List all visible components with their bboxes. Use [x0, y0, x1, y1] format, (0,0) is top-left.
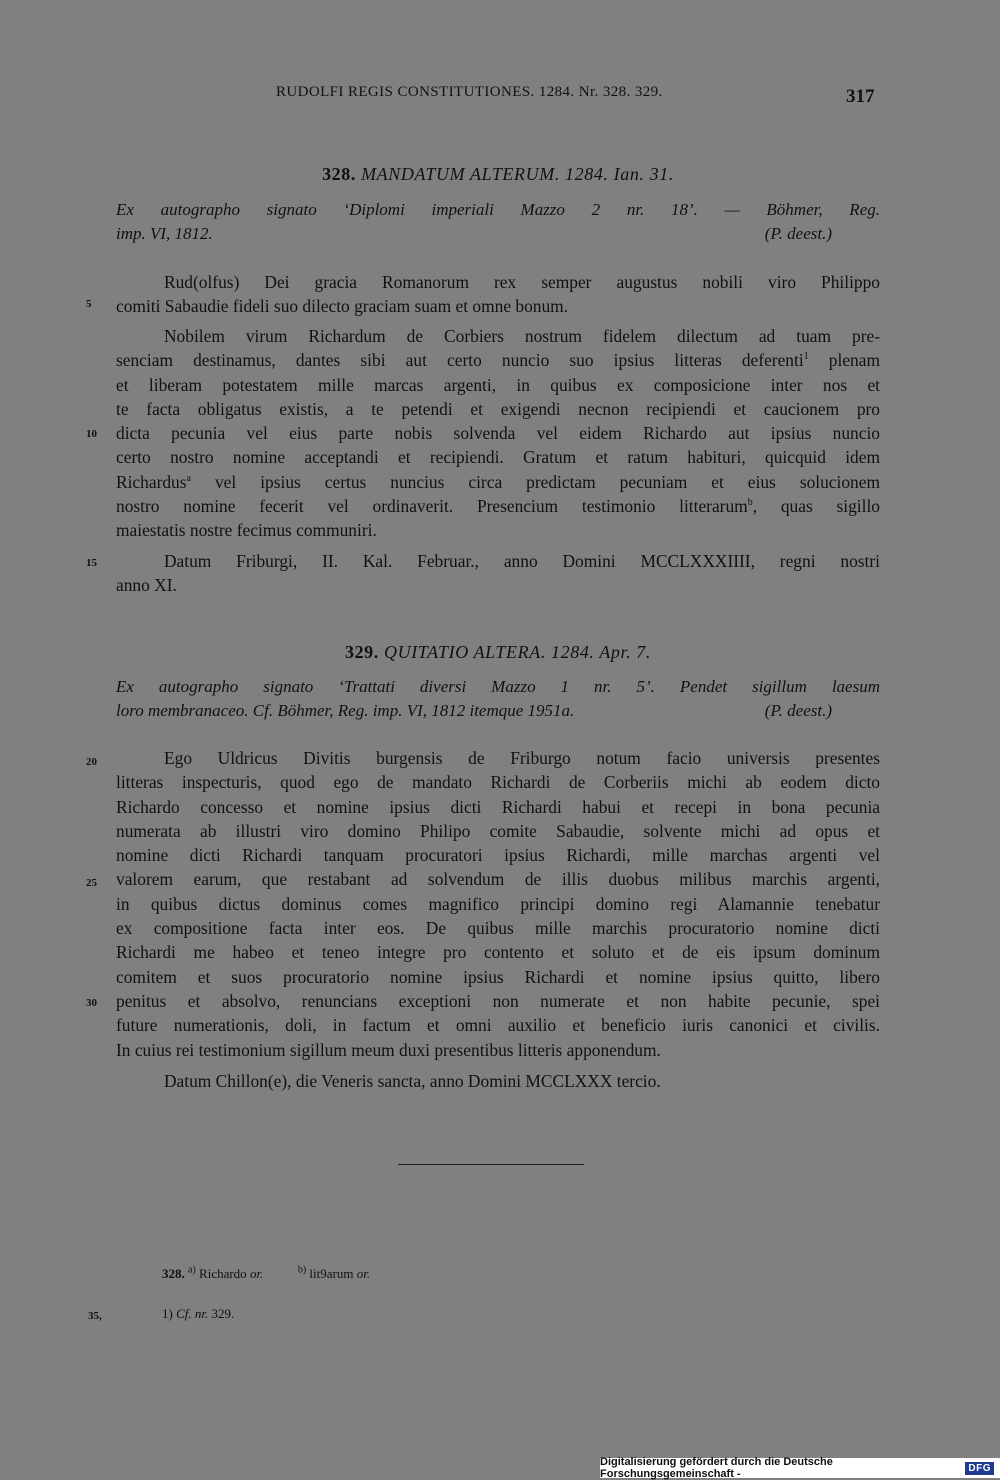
text-line: numerata ab illustri viro domino Philipo comite Sabaudie, solvente michi ad opus et	[116, 820, 880, 841]
line-number: 30	[86, 997, 97, 1009]
footnote-a-mark: a)	[188, 1264, 196, 1276]
doc-328-dating	[116, 549, 880, 598]
text-line: penitus et absolvo, renuncians exceptioni non numerate et non habite pecunie, spei	[116, 990, 880, 1011]
footnote-328	[162, 1266, 370, 1282]
text-line: certo nostro nomine acceptandi et recipiendi. Gratum et ratum habituri, quicquid idem	[116, 447, 880, 468]
text-line: Rud(olfus) Dei gracia Romanorum rex semper augustus nobili viro Philippo	[164, 272, 880, 292]
doc-329-number: 329.	[344, 642, 379, 662]
doc-329-source-status: (P. deest.)	[764, 701, 832, 720]
footnote-a-text: Richardo	[199, 1266, 247, 1281]
text-line: comitem et suos procuratorio nomine ipsius Richardi et nomine ipsius quitto, libero	[116, 966, 880, 987]
line-number: 5	[86, 298, 92, 310]
text-line: te facta obligatus existis, a te petendi et exigendi necnon recipiendi et caucionem pro	[116, 398, 880, 419]
text-line: litteras inspecturis, quod ego de mandato Richardi de Corberiis michi ab eodem dicto	[116, 772, 880, 793]
line-number: 25	[86, 877, 97, 889]
doc-329-dating	[116, 1069, 880, 1093]
doc-328-heading: MANDATUM ALTERUM.	[361, 164, 560, 184]
line-number: 20	[86, 756, 97, 768]
footnote-1	[162, 1306, 234, 1322]
text-line: senciam destinamus, dantes sibi aut certo nuncio suo ipsius litteras deferenti$^1$ plenam	[116, 350, 880, 371]
text-line: maiestatis nostre fecimus communiri.	[116, 520, 377, 541]
text-line: in quibus dictus dominus comes magnifico principi domino regi Alamannie tenebatur	[116, 893, 880, 914]
text-line: dicta pecunia vel eius parte nobis solvenda vel eidem Richardo aut ipsius nuncio	[116, 423, 880, 444]
text-line: et liberam potestatem mille marcas argenti, in quibus ex composicione inter nos et	[116, 374, 880, 395]
text-line: anno XI.	[116, 575, 177, 596]
footnote-1-cf: Cf. nr.	[176, 1306, 209, 1321]
doc-328-source-line: Ex autographo signato ‘Diplomi imperiali Mazzo 2 nr. 18’. — Böhmer, Reg.	[116, 200, 880, 219]
footnote-b-or: or.	[356, 1266, 371, 1281]
doc-329-heading: QUITATIO ALTERA.	[384, 642, 546, 662]
footnote-mark: a	[186, 472, 191, 484]
footnote-mark: b	[747, 497, 753, 509]
footnote-b-mark: b)	[297, 1264, 307, 1276]
footnote-a-or: or.	[249, 1266, 264, 1281]
doc-328-source	[116, 198, 880, 246]
doc-328-date: 1284. Ian. 31.	[565, 164, 674, 184]
dfg-credit-bar	[600, 1458, 1000, 1478]
line-number: 35,	[88, 1310, 102, 1322]
doc-328-body	[116, 324, 880, 543]
line-number: 10	[86, 428, 97, 440]
text-line: In cuius rei testimonium sigillum meum duxi presentibus litteris apponendum.	[116, 1039, 661, 1060]
text-line: Richardi me habeo et teneo integre pro contento et soluto et de eis ipsum dominum	[116, 942, 880, 963]
footnote-doc-number: 328.	[162, 1266, 185, 1281]
doc-329-date: 1284. Apr. 7.	[551, 642, 652, 662]
text-line: nostro nomine fecerit vel ordinaverit. Presencium testimonio litterarum$^b$, quas sigillo	[116, 496, 881, 517]
separator-rule	[398, 1164, 584, 1165]
dfg-credit-text: Digitalisierung gefördert durch die Deutsche Forschungsgemeinschaft -	[600, 1456, 833, 1480]
doc-329-source-line: Ex autographo signato ‘Trattati diversi Mazzo 1 nr. 5’. Pendet sigillum laesum	[116, 677, 880, 696]
running-head: RUDOLFI REGIS CONSTITUTIONES. 1284. Nr. 328. 329.	[276, 84, 663, 100]
footnote-mark: 1	[803, 351, 809, 363]
text-line: Datum Friburgi, II. Kal. Februar., anno Domini MCCLXXXIIII, regni nostri	[164, 551, 880, 571]
text-line: Richardus$^a$ vel ipsius certus nuncius circa predictam pecuniam et eius solucionem	[116, 471, 880, 492]
dfg-logo: DFG	[965, 1462, 994, 1475]
text-line: comiti Sabaudie fideli suo dilecto graciam suam et omne bonum.	[116, 296, 569, 317]
doc-328-title	[116, 164, 880, 185]
text-line: Ego Uldricus Divitis burgensis de Friburgo notum facio universis presentes	[164, 748, 880, 768]
footnote-1-mark: 1)	[162, 1306, 173, 1321]
doc-329-source	[116, 675, 880, 723]
doc-328-address	[116, 270, 880, 319]
text-line: ex compositione facta inter eos. De quibus mille marchis procuratorio nomine dicti	[116, 918, 880, 939]
text-line: Nobilem virum Richardum de Corbiers nostrum fidelem dilectum ad tuam pre-	[164, 326, 880, 346]
footnote-1-num: 329.	[211, 1306, 235, 1321]
footnote-b-text: lit9arum	[309, 1266, 354, 1281]
text-line: Datum Chillon(e), die Veneris sancta, anno Domini MCCLXXX tercio.	[164, 1071, 661, 1091]
line-number: 15	[86, 557, 97, 569]
text-line: nomine dicti Richardi tanquam procuratori ipsius Richardi, mille marchas argenti vel	[116, 845, 880, 866]
text-line: valorem earum, que restabant ad solvendum de illis duobus milibus marchis argenti,	[116, 869, 880, 890]
text-line: future numerationis, doli, in factum et omni auxilio et beneficio iuris canonici et civilis.	[116, 1015, 880, 1036]
text-line: Richardo concesso et nomine ipsius dicti Richardi habui et recepi in bona pecunia	[116, 796, 880, 817]
doc-329-body	[116, 746, 880, 1062]
doc-328-source-status: (P. deest.)	[764, 224, 832, 243]
page-number: 317	[846, 86, 875, 107]
doc-329-title	[116, 642, 880, 663]
doc-329-source-ref: loro membranaceo. Cf. Böhmer, Reg. imp. VI, 1812 itemque 1951a.	[116, 701, 575, 720]
doc-328-number: 328.	[322, 164, 356, 184]
doc-328-source-ref: imp. VI, 1812.	[116, 224, 213, 243]
